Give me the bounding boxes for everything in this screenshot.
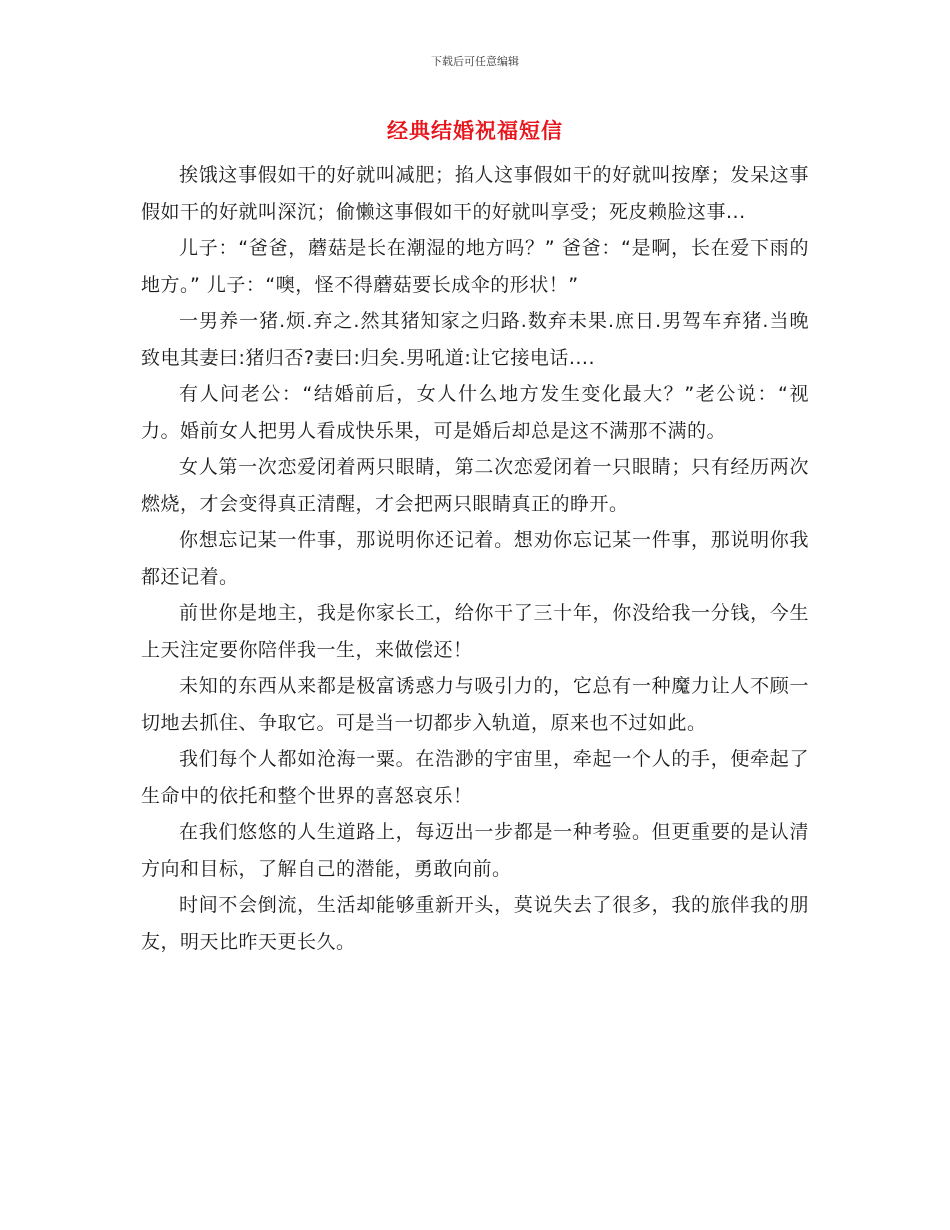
paragraph-3: 一男养一猪.烦.弃之.然其猪知家之归路.数弃未果.庶日.男驾车弃猪.当晚致电其妻曰:猪归否?妻曰:归矣.男吼道:让它接电话....	[141, 310, 809, 369]
paragraph-8: 未知的东西从来都是极富诱惑力与吸引力的，它总有一种魔力让人不顾一切地去抓住、争取它。可是当一切都步入轨道，原来也不过如此。	[141, 675, 809, 734]
paragraph-7: 前世你是地主，我是你家长工，给你干了三十年，你没给我一分钱，今生上天注定要你陪伴我一生，来做偿还！	[141, 602, 809, 661]
paragraph-1: 挨饿这事假如干的好就叫减肥；掐人这事假如干的好就叫按摩；发呆这事假如干的好就叫深沉；偷懒这事假如干的好就叫享受；死皮赖脸这事...	[141, 164, 809, 223]
page-title: 经典结婚祝福短信	[387, 119, 563, 143]
header-note: 下载后可任意编辑	[431, 55, 519, 68]
paragraph-9: 我们每个人都如沧海一粟。在浩渺的宇宙里，牵起一个人的手，便牵起了生命中的依托和整个世界的喜怒哀乐！	[141, 748, 809, 807]
document-body	[141, 157, 809, 960]
paragraph-5: 女人第一次恋爱闭着两只眼睛，第二次恋爱闭着一只眼睛；只有经历两次燃烧，才会变得真正清醒，才会把两只眼睛真正的睁开。	[141, 456, 809, 515]
paragraph-10: 在我们悠悠的人生道路上，每迈出一步都是一种考验。但更重要的是认清方向和目标，了解自己的潜能，勇敢向前。	[141, 821, 809, 880]
paragraph-2: 儿子：“爸爸，蘑菇是长在潮湿的地方吗？” 爸爸：“是啊，长在爱下雨的地方。” 儿子：“噢，怪不得蘑菇要长成伞的形状！”	[141, 237, 809, 296]
paragraph-4: 有人问老公：“结婚前后，女人什么地方发生变化最大？”老公说：“视力。婚前女人把男人看成快乐果，可是婚后却总是这不满那不满的。	[141, 383, 809, 442]
paragraph-11: 时间不会倒流，生活却能够重新开头，莫说失去了很多，我的旅伴我的朋友，明天比昨天更长久。	[141, 894, 809, 953]
paragraph-6: 你想忘记某一件事，那说明你还记着。想劝你忘记某一件事，那说明你我都还记着。	[141, 529, 809, 588]
